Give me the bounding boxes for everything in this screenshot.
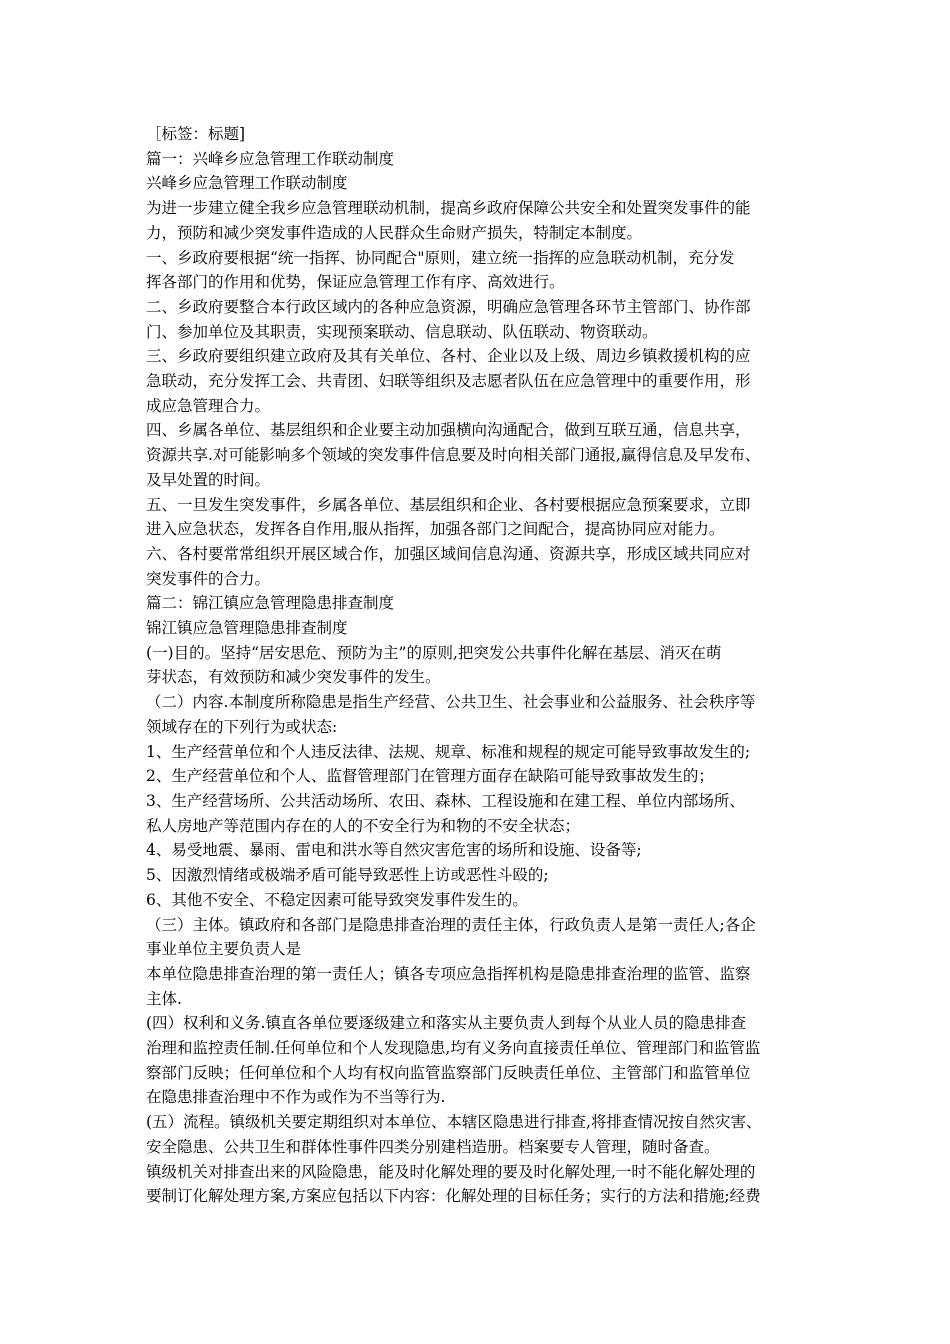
text-line: （二）内容.本制度所称隐患是指生产经营、公共卫生、社会事业和公益服务、社会秩序等 <box>146 693 756 712</box>
text-line: 要制订化解处理方案,方案应包括以下内容：化解处理的目标任务；实行的方法和措施;经费 <box>146 1187 761 1206</box>
text-line: 芽状态，有效预防和减少突发事件的发生。 <box>146 668 441 687</box>
text-line: 挥各部门的作用和优势，保证应急管理工作有序、高效进行。 <box>146 273 565 292</box>
text-line: 进入应急状态，发挥各自作用,服从指挥，加强各部门之间配合，提高协同应对能力。 <box>146 520 725 539</box>
text-line: 四、乡属各单位、基层组织和企业要主动加强横向沟通配合，做到互联互通，信息共享， <box>146 421 751 440</box>
text-line: 为进一步建立健全我乡应急管理联动机制，提高乡政府保障公共安全和处置突发事件的能 <box>146 199 751 218</box>
tag-line: ［标签：标题] <box>146 125 246 143</box>
list-item: 5、因激烈情绪或极端矛盾可能导致恶性上访或恶性斗殴的; <box>146 866 549 885</box>
list-item: 私人房地产等范围内存在的人的不安全行为和物的不安全状态； <box>146 816 581 835</box>
text-line: 镇级机关对排查出来的风险隐患，能及时化解处理的要及时化解处理,一时不能化解处理的 <box>146 1162 756 1181</box>
text-line: （三）主体。镇政府和各部门是隐患排查治理的责任主体，行政负责人是第一责任人;各企 <box>146 915 756 934</box>
list-item: 6、其他不安全、不稳定因素可能导致突发事件发生的。 <box>146 890 528 909</box>
text-line: 成应急管理合力。 <box>146 396 271 415</box>
section-heading: 篇二：锦江镇应急管理隐患排查制度 <box>146 594 395 613</box>
text-line: 安全隐患、公共卫生和群体性事件四类分别建档造册。档案要专人管理，随时备查。 <box>146 1137 720 1156</box>
text-line: 二、乡政府要整合本行政区域内的各种应急资源，明确应急管理各环节主管部门、协作部 <box>146 297 751 316</box>
text-line: 察部门反映；任何单位和个人均有权向监管监察部门反映责任单位、主管部门和监管单位 <box>146 1063 751 1082</box>
document-body <box>146 122 822 1209</box>
text-line: (一)目的。坚持“居安思危、预防为主”的原则,把突发公共事件化解在基层、消灭在萌 <box>146 643 722 662</box>
text-line: 治理和监控责任制.任何单位和个人发现隐患,均有义务向直接责任单位、管理部门和监管监 <box>146 1039 761 1058</box>
text-line: (四）权利和义务.镇直各单位要逐级建立和落实从主要负责人到每个从业人员的隐患排查 <box>146 1014 746 1033</box>
list-item: 1、生产经营单位和个人违反法律、法规、规章、标准和规程的规定可能导致事故发生的; <box>146 742 751 761</box>
text-line: 领域存在的下列行为或状态: <box>146 717 338 736</box>
text-line: 六、各村要常常组织开展区域合作，加强区域间信息沟通、资源共享，形成区域共同应对 <box>146 544 751 563</box>
text-line: 三、乡政府要组织建立政府及其有关单位、各村、企业以及上级、周边乡镇救援机构的应 <box>146 347 751 366</box>
text-line: 力，预防和减少突发事件造成的人民群众生命财产损失，特制定本制度。 <box>146 223 643 242</box>
text-line: 一、乡政府要根据“统一指挥、协同配合"原则，建立统一指挥的应急联动机制，充分发 <box>146 248 735 267</box>
document-title: 锦江镇应急管理隐患排查制度 <box>146 619 348 638</box>
text-line: 五、一旦发生突发事件，乡属各单位、基层组织和企业、各村要根据应急预案要求，立即 <box>146 495 751 514</box>
text-line: 门、参加单位及其职责，实现预案联动、信息联动、队伍联动、物资联动。 <box>146 322 658 341</box>
text-line: 急联动，充分发挥工会、共青团、妇联等组织及志愿者队伍在应急管理中的重要作用，形 <box>146 372 751 391</box>
list-item: 4、易受地震、暴雨、雷电和洪水等自然灾害危害的场所和设施、设备等; <box>146 841 642 860</box>
text-line: (五）流程。镇级机关要定期组织对本单位、本辖区隐患进行排查,将排查情况按自然灾害、 <box>146 1113 762 1132</box>
text-line: 突发事件的合力。 <box>146 569 271 588</box>
list-item: 2、生产经营单位和个人、监督管理部门在管理方面存在缺陷可能导致事故发生的； <box>146 767 714 786</box>
list-item: 3、生产经营场所、公共活动场所、农田、森林、工程设施和在建工程、单位内部场所、 <box>146 791 745 810</box>
text-line: 在隐患排查治理中不作为或作为不当等行为. <box>146 1088 446 1107</box>
text-line: 主体. <box>146 989 182 1008</box>
document-title: 兴峰乡应急管理工作联动制度 <box>146 174 348 193</box>
text-line: 及早处置的时间。 <box>146 470 271 489</box>
text-line: 本单位隐患排查治理的第一责任人；镇各专项应急指挥机构是隐患排查治理的监管、监察 <box>146 964 751 983</box>
text-line: 资源共享.对可能影响多个领域的突发事件信息要及时向相关部门通报,赢得信息及早发布、 <box>146 446 761 465</box>
section-heading: 篇一：兴峰乡应急管理工作联动制度 <box>146 149 395 168</box>
text-line: 事业单位主要负责人是 <box>146 940 302 959</box>
